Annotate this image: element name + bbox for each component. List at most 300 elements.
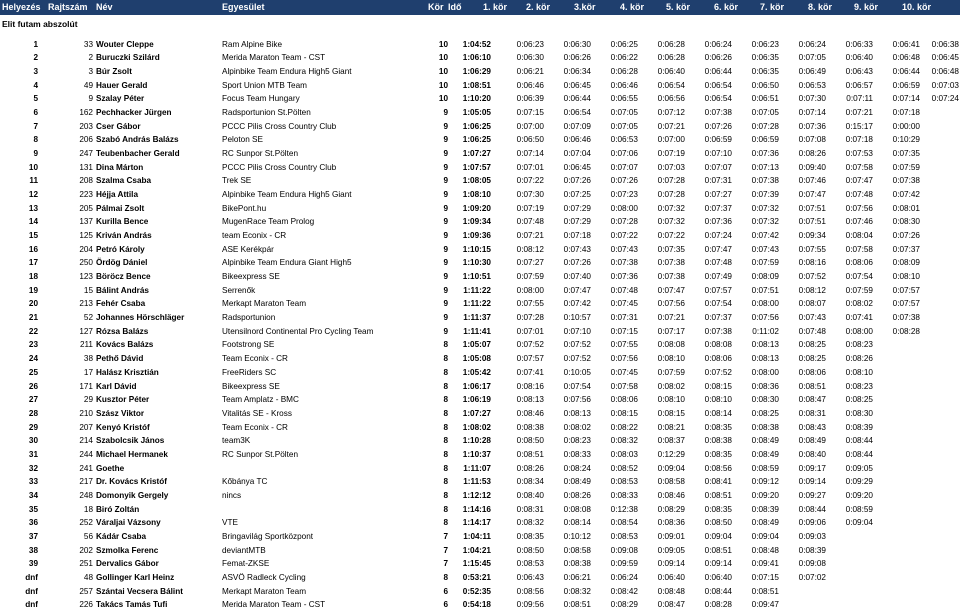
- table-cell: Dr. Kovács Kristóf: [96, 477, 167, 487]
- table-cell: 52: [83, 313, 93, 323]
- table-cell: 0:06:46: [563, 135, 591, 145]
- table-cell: 0:06:45: [563, 80, 591, 90]
- table-cell: 0:08:02: [657, 381, 685, 391]
- table-cell: 0:06:50: [751, 80, 779, 90]
- table-cell: 0:07:37: [704, 203, 732, 213]
- table-cell: 8: [443, 477, 448, 487]
- table-cell: 5: [33, 94, 38, 104]
- table-cell: 0:06:26: [704, 53, 732, 63]
- table-cell: 0:07:47: [657, 285, 685, 295]
- table-cell: 131: [79, 162, 93, 172]
- table-row: [0, 256, 960, 270]
- table-cell: 214: [79, 436, 93, 446]
- table-cell: 0:07:43: [751, 244, 779, 254]
- table-cell: 10: [438, 94, 448, 104]
- table-row: [0, 407, 960, 421]
- table-cell: 8: [443, 449, 448, 459]
- table-cell: 0:08:23: [563, 436, 591, 446]
- table-cell: 0:06:40: [657, 573, 685, 583]
- table-cell: 0:07:13: [751, 162, 779, 172]
- table-cell: 0:06:24: [704, 39, 732, 49]
- table-cell: 6: [443, 586, 448, 596]
- table-cell: Pálmai Zsolt: [96, 203, 145, 213]
- table-cell: 0:07:58: [610, 381, 638, 391]
- table-row: [0, 161, 960, 175]
- table-cell: 0:07:30: [516, 189, 544, 199]
- table-cell: 10: [438, 66, 448, 76]
- table-cell: 0:08:00: [751, 299, 779, 309]
- table-cell: 0:07:52: [704, 367, 732, 377]
- table-cell: 0:06:54: [704, 80, 732, 90]
- table-cell: 204: [79, 244, 93, 254]
- table-cell: 0:08:07: [798, 299, 826, 309]
- table-cell: PCCC Pilis Cross Country Club: [222, 162, 337, 172]
- table-cell: 0:08:00: [845, 326, 873, 336]
- table-cell: Szántai Vecsera Bálint: [96, 586, 183, 596]
- table-cell: 162: [79, 107, 93, 117]
- table-cell: 0:06:51: [751, 94, 779, 104]
- table-cell: nincs: [222, 490, 242, 500]
- table-cell: 0:08:26: [845, 354, 873, 364]
- table-cell: 0:07:45: [610, 367, 638, 377]
- table-cell: 1:06:19: [462, 395, 491, 405]
- table-cell: 0:08:50: [516, 436, 544, 446]
- table-cell: 137: [79, 217, 93, 227]
- table-row: [0, 338, 960, 352]
- table-cell: 8: [443, 436, 448, 446]
- table-cell: 1:04:52: [462, 39, 491, 49]
- table-cell: Váraljai Vázsony: [96, 518, 161, 528]
- table-cell: 1:10:20: [462, 94, 491, 104]
- table-cell: 0:08:46: [516, 408, 544, 418]
- table-cell: Kádár Csaba: [96, 531, 147, 541]
- table-cell: Alpinbike Team Endura High5 Giant: [222, 66, 352, 76]
- table-cell: 17: [83, 367, 93, 377]
- table-row: [0, 38, 960, 52]
- table-cell: 0:07:19: [657, 148, 685, 158]
- table-row: [0, 475, 960, 489]
- table-cell: Petró Károly: [96, 244, 145, 254]
- table-cell: deviantMTB: [222, 545, 266, 555]
- table-cell: 0:08:29: [610, 600, 638, 610]
- table-cell: 1:08:51: [462, 80, 491, 90]
- column-header: 1. kör: [483, 2, 508, 12]
- table-cell: 0:08:56: [704, 463, 732, 473]
- table-cell: 7: [443, 545, 448, 555]
- table-cell: 9: [443, 203, 448, 213]
- table-row: [0, 421, 960, 435]
- table-cell: 0:07:59: [845, 285, 873, 295]
- table-cell: 0:07:10: [563, 326, 591, 336]
- table-cell: 0:08:44: [704, 586, 732, 596]
- table-cell: 0:07:32: [751, 217, 779, 227]
- table-cell: Fehér Csaba: [96, 299, 146, 309]
- table-row: [0, 366, 960, 380]
- table-cell: Michael Hermanek: [96, 449, 168, 459]
- table-cell: 0:09:06: [798, 518, 826, 528]
- table-cell: 0:07:43: [610, 244, 638, 254]
- table-cell: Kőbánya TC: [222, 477, 268, 487]
- table-cell: 0:07:32: [657, 203, 685, 213]
- table-cell: Kurilla Bence: [96, 217, 149, 227]
- table-cell: 0:08:49: [798, 436, 826, 446]
- table-cell: 0:07:38: [704, 107, 732, 117]
- table-row: [0, 51, 960, 65]
- table-cell: Goethe: [96, 463, 125, 473]
- table-cell: 0:06:24: [610, 573, 638, 583]
- table-cell: 1:05:08: [462, 354, 491, 364]
- table-cell: 1:11:53: [463, 477, 491, 487]
- table-cell: Pethő Dávid: [96, 354, 144, 364]
- table-cell: 0:08:35: [516, 531, 544, 541]
- table-cell: 0:07:35: [892, 148, 920, 158]
- table-cell: 0:07:03: [657, 162, 685, 172]
- table-cell: 0:08:10: [657, 395, 685, 405]
- table-cell: 0:08:49: [751, 449, 779, 459]
- table-cell: 9: [443, 244, 448, 254]
- table-cell: 0:08:40: [516, 490, 544, 500]
- table-cell: 1:04:21: [462, 545, 491, 555]
- table-cell: 0:08:38: [563, 559, 591, 569]
- table-cell: 0:09:01: [657, 531, 685, 541]
- table-cell: Alpinbike Team Endura High5 Giant: [222, 189, 352, 199]
- table-cell: 0:07:19: [516, 203, 544, 213]
- table-cell: 0:08:12: [798, 285, 826, 295]
- table-cell: Halász Krisztián: [96, 367, 159, 377]
- table-cell: PCCC Pilis Cross Country Club: [222, 121, 337, 131]
- table-cell: 0:07:26: [704, 121, 732, 131]
- table-row: [0, 598, 960, 612]
- table-cell: 0:08:00: [516, 285, 544, 295]
- table-cell: 1:05:05: [462, 107, 491, 117]
- table-cell: 0:06:40: [845, 53, 873, 63]
- table-cell: 0:08:12: [516, 244, 544, 254]
- table-cell: 0:08:25: [798, 354, 826, 364]
- table-cell: 223: [79, 189, 93, 199]
- table-cell: Rózsa Balázs: [96, 326, 149, 336]
- table-cell: Héjja Attila: [96, 189, 139, 199]
- table-cell: 0:08:02: [563, 422, 591, 432]
- table-cell: 0:07:48: [798, 326, 826, 336]
- table-cell: 0:07:54: [704, 299, 732, 309]
- table-cell: 0:07:46: [845, 217, 873, 227]
- table-cell: 0:09:14: [798, 477, 826, 487]
- table-cell: 0:07:48: [516, 217, 544, 227]
- table-cell: 0:08:02: [845, 299, 873, 309]
- table-cell: 0:07:38: [657, 272, 685, 282]
- table-cell: 0:07:27: [704, 189, 732, 199]
- table-cell: 0:08:46: [657, 490, 685, 500]
- table-cell: 1:06:25: [462, 135, 491, 145]
- table-cell: 0:07:52: [563, 340, 591, 350]
- table-row: [0, 270, 960, 284]
- table-row: [0, 92, 960, 106]
- table-row: [0, 65, 960, 79]
- table-cell: 248: [79, 490, 93, 500]
- table-cell: 1:10:15: [462, 244, 491, 254]
- table-cell: Domonyik Gergely: [96, 490, 169, 500]
- table-cell: 9: [443, 258, 448, 268]
- table-cell: 0:09:27: [798, 490, 826, 500]
- table-cell: 0:08:38: [751, 422, 779, 432]
- table-cell: 0:08:23: [845, 381, 873, 391]
- table-cell: 0:09:29: [845, 477, 873, 487]
- table-cell: 0:07:38: [657, 258, 685, 268]
- table-cell: 0:06:53: [610, 135, 638, 145]
- table-cell: 1:09:20: [462, 203, 491, 213]
- table-cell: 0:07:36: [610, 272, 638, 282]
- table-cell: 18: [28, 272, 38, 282]
- table-cell: 257: [79, 586, 93, 596]
- table-cell: 0:06:44: [892, 66, 920, 76]
- table-cell: 0:10:12: [563, 531, 591, 541]
- table-cell: 0:07:38: [892, 176, 920, 186]
- table-cell: 0:08:32: [610, 436, 638, 446]
- table-cell: Dina Márton: [96, 162, 144, 172]
- table-cell: Takács Tamás Tufi: [96, 600, 168, 610]
- table-cell: 0:08:40: [798, 449, 826, 459]
- table-cell: 8: [443, 463, 448, 473]
- table-cell: 8: [443, 340, 448, 350]
- table-cell: 244: [79, 449, 93, 459]
- table-row: [0, 434, 960, 448]
- table-cell: 0:06:54: [563, 107, 591, 117]
- table-cell: 210: [79, 408, 93, 418]
- table-row: [0, 352, 960, 366]
- table-cell: 0:07:24: [704, 231, 732, 241]
- table-cell: 9: [443, 121, 448, 131]
- table-cell: 0:08:15: [657, 408, 685, 418]
- table-cell: 0:08:29: [657, 504, 685, 514]
- table-cell: Team Amplatz - BMC: [222, 395, 299, 405]
- table-row: [0, 284, 960, 298]
- table-cell: 0:07:32: [751, 203, 779, 213]
- table-cell: 33: [28, 477, 38, 487]
- table-cell: 0:15:17: [845, 121, 873, 131]
- table-row: [0, 174, 960, 188]
- table-cell: 0:08:44: [845, 449, 873, 459]
- table-cell: 0:07:11: [846, 94, 873, 104]
- table-cell: 0:07:22: [610, 231, 638, 241]
- table-cell: 0:08:10: [892, 272, 920, 282]
- table-cell: 9: [443, 285, 448, 295]
- table-cell: 0:08:48: [657, 586, 685, 596]
- table-cell: 1:10:37: [462, 449, 491, 459]
- table-row: [0, 297, 960, 311]
- table-row: [0, 530, 960, 544]
- table-cell: VTE: [222, 518, 238, 528]
- table-row: [0, 393, 960, 407]
- table-cell: 0:06:22: [610, 53, 638, 63]
- table-cell: 0:06:35: [751, 66, 779, 76]
- table-cell: 0:08:34: [516, 477, 544, 487]
- table-cell: 0:07:27: [516, 258, 544, 268]
- table-cell: 203: [79, 121, 93, 131]
- table-cell: BikePont.hu: [222, 203, 267, 213]
- table-cell: 0:00:00: [892, 121, 920, 131]
- table-cell: 1:09:36: [462, 231, 491, 241]
- table-cell: 35: [28, 504, 38, 514]
- table-cell: 0:06:40: [657, 66, 685, 76]
- table-cell: 0:08:51: [798, 381, 826, 391]
- table-cell: 0:07:14: [892, 94, 920, 104]
- table-cell: 0:07:43: [563, 244, 591, 254]
- table-cell: 0:08:53: [610, 477, 638, 487]
- table-cell: 0:07:40: [563, 272, 591, 282]
- table-cell: 0:06:21: [516, 66, 544, 76]
- table-cell: Teubenbacher Gerald: [96, 148, 180, 158]
- table-cell: 0:06:41: [892, 39, 920, 49]
- table-cell: 23: [28, 340, 38, 350]
- table-cell: 0:07:26: [563, 176, 591, 186]
- table-cell: 0:08:35: [704, 504, 732, 514]
- table-cell: Karl Dávid: [96, 381, 137, 391]
- table-cell: 171: [79, 381, 93, 391]
- table-cell: 0:09:04: [751, 531, 779, 541]
- table-cell: 28: [28, 408, 38, 418]
- table-cell: Merida Maraton Team - CST: [222, 600, 326, 610]
- table-cell: 0:08:32: [516, 518, 544, 528]
- table-cell: 0:08:32: [563, 586, 591, 596]
- table-cell: 0:08:44: [798, 504, 826, 514]
- table-cell: 7: [443, 559, 448, 569]
- table-cell: 1:08:05: [462, 176, 491, 186]
- table-cell: 0:07:48: [610, 285, 638, 295]
- table-cell: 0:07:55: [516, 299, 544, 309]
- table-cell: Wouter Cleppe: [96, 39, 154, 49]
- table-cell: 0:07:03: [931, 80, 959, 90]
- table-cell: 0:07:42: [563, 299, 591, 309]
- table-cell: 0:08:31: [516, 504, 544, 514]
- table-cell: 207: [79, 422, 93, 432]
- table-cell: 0:08:36: [751, 381, 779, 391]
- table-cell: 37: [28, 531, 38, 541]
- table-cell: 0:54:18: [462, 600, 491, 610]
- table-cell: Szmolka Ferenc: [96, 545, 159, 555]
- table-cell: 0:07:18: [892, 107, 920, 117]
- table-cell: 0:09:05: [845, 463, 873, 473]
- table-row: [0, 462, 960, 476]
- column-header: Rajtszám: [48, 2, 88, 12]
- table-cell: 0:07:56: [610, 354, 638, 364]
- table-cell: 0:08:39: [798, 545, 826, 555]
- table-cell: 0:09:14: [704, 559, 732, 569]
- column-header: Kör: [428, 2, 444, 12]
- table-cell: Trek SE: [222, 176, 252, 186]
- table-cell: 0:08:42: [610, 586, 638, 596]
- table-cell: 0:07:28: [610, 217, 638, 227]
- table-cell: 0:07:52: [563, 354, 591, 364]
- table-cell: 0:07:21: [516, 231, 544, 241]
- table-cell: 0:06:50: [516, 135, 544, 145]
- table-cell: 0:07:54: [845, 272, 873, 282]
- table-cell: 250: [79, 258, 93, 268]
- column-header: 8. kör: [808, 2, 833, 12]
- table-cell: 0:08:59: [751, 463, 779, 473]
- table-cell: Focus Team Hungary: [222, 94, 300, 104]
- table-cell: Bálint András: [96, 285, 149, 295]
- table-cell: 9: [443, 135, 448, 145]
- table-cell: 226: [79, 600, 93, 610]
- table-cell: 0:08:30: [845, 408, 873, 418]
- table-cell: 0:10:29: [892, 135, 920, 145]
- table-cell: Szalay Péter: [96, 94, 145, 104]
- table-cell: 0:07:41: [516, 367, 544, 377]
- table-cell: 0:07:22: [516, 176, 544, 186]
- table-cell: 1:06:17: [462, 381, 491, 391]
- table-cell: Utensilnord Continental Pro Cycling Team: [222, 326, 374, 336]
- table-cell: 0:07:05: [610, 107, 638, 117]
- table-cell: 1:11:41: [463, 326, 491, 336]
- table-cell: 0:08:13: [751, 340, 779, 350]
- table-cell: 0:09:20: [751, 490, 779, 500]
- table-cell: 0:07:22: [657, 231, 685, 241]
- table-cell: 0:07:39: [751, 189, 779, 199]
- table-cell: 0:07:26: [610, 176, 638, 186]
- table-cell: 0:07:36: [798, 121, 826, 131]
- column-header: Név: [96, 2, 113, 12]
- table-cell: 1:11:37: [463, 313, 491, 323]
- table-cell: team3K: [222, 436, 251, 446]
- table-cell: 8: [33, 135, 38, 145]
- table-cell: 0:07:41: [845, 313, 873, 323]
- table-cell: 0:08:15: [610, 408, 638, 418]
- table-cell: 0:07:51: [798, 203, 826, 213]
- table-cell: 9: [443, 272, 448, 282]
- table-cell: 0:08:53: [516, 559, 544, 569]
- table-cell: 123: [79, 272, 93, 282]
- table-cell: 0:06:59: [704, 135, 732, 145]
- table-cell: 1:10:30: [462, 258, 491, 268]
- table-cell: 3: [33, 66, 38, 76]
- table-cell: 0:07:48: [704, 258, 732, 268]
- table-cell: 1: [33, 39, 38, 49]
- table-row: [0, 243, 960, 257]
- table-cell: 32: [28, 463, 38, 473]
- table-cell: 0:07:30: [798, 94, 826, 104]
- table-cell: 0:07:09: [563, 121, 591, 131]
- table-cell: 1:15:45: [462, 559, 491, 569]
- table-cell: FreeRiders SC: [222, 367, 277, 377]
- table-cell: 0:10:05: [563, 367, 591, 377]
- table-cell: 0:08:49: [751, 436, 779, 446]
- category-title: Elit futam abszolút: [2, 19, 78, 29]
- table-cell: 0:09:41: [751, 559, 779, 569]
- table-cell: 0:07:47: [845, 176, 873, 186]
- table-cell: 7: [33, 121, 38, 131]
- table-cell: ASVÖ Radleck Cycling: [222, 573, 306, 583]
- table-row: [0, 325, 960, 339]
- table-cell: 0:08:08: [563, 504, 591, 514]
- table-cell: 0:08:52: [610, 463, 638, 473]
- table-cell: 0:09:03: [798, 531, 826, 541]
- table-cell: 0:07:32: [657, 217, 685, 227]
- table-cell: 22: [28, 326, 38, 336]
- table-cell: 10: [438, 53, 448, 63]
- table-cell: 0:08:26: [798, 148, 826, 158]
- table-cell: 0:07:04: [563, 148, 591, 158]
- table-cell: 8: [443, 504, 448, 514]
- table-row: [0, 571, 960, 585]
- table-cell: 9: [443, 148, 448, 158]
- table-cell: 0:07:28: [657, 189, 685, 199]
- table-cell: 9: [88, 94, 93, 104]
- table-cell: 0:07:52: [798, 272, 826, 282]
- table-cell: 0:09:04: [845, 518, 873, 528]
- table-cell: 9: [443, 176, 448, 186]
- table-cell: Vitalitás SE - Kross: [222, 408, 292, 418]
- column-header: 9. kör: [854, 2, 879, 12]
